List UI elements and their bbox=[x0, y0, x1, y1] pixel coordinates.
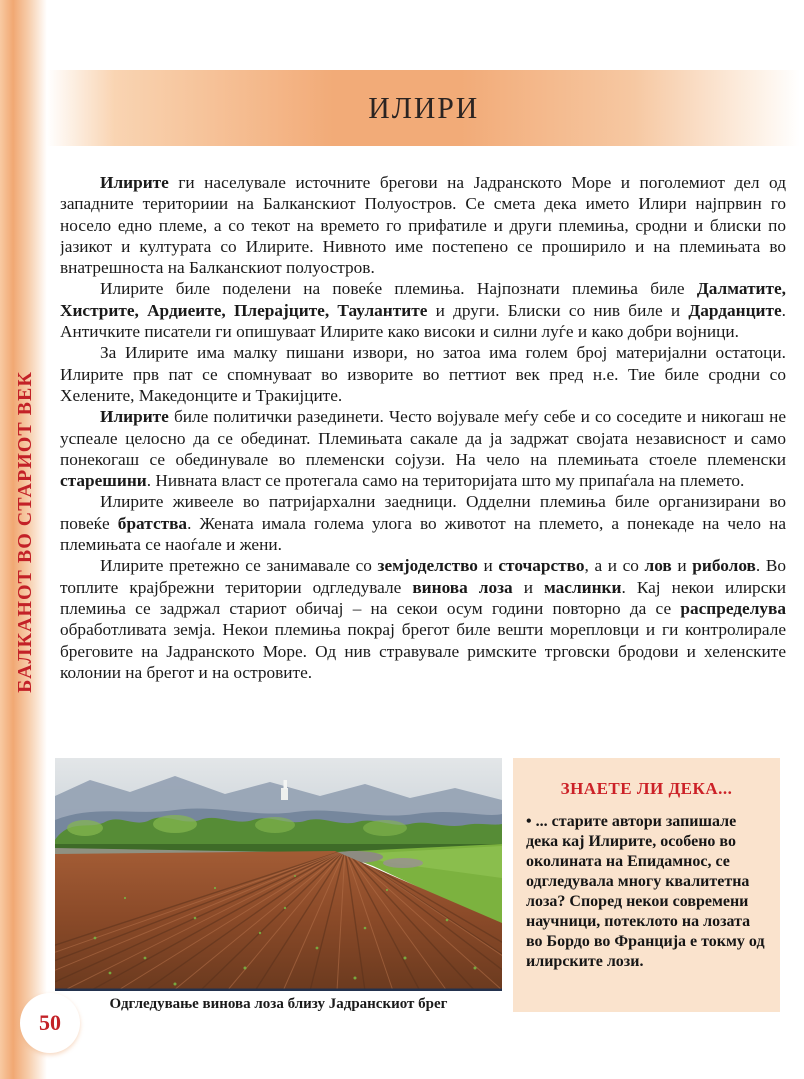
vineyard-photo-illustration bbox=[55, 758, 502, 991]
chapter-vertical-title: БАЛКАНОТ ВО СТАРИОТ ВЕК bbox=[14, 371, 36, 693]
did-you-know-text: • ... старите автори запишале дека кај Илирите, особено во околината на Епидамнос, се одгледувала многу квалитетна лоза? Според некои современи научници, потеклото на лозата во Бордо во Франција е токму од илирските лози. bbox=[526, 813, 765, 970]
paragraph: Илирите живееле во патријархални заедници. Одделни племиња биле организирани во повеќе братства. Жената имала голема улога во животот на племето, а понекаде на чело на племињата се наоѓале и жени. bbox=[60, 492, 786, 555]
photo-figure bbox=[55, 758, 502, 991]
paragraph: Илирите биле политички разединети. Често војувале меѓу себе и со соседите и никогаш не успеале целосно да се обединат. Племињата сакале да ја задржат својата независност и само понекогаш се обединувале во племенски сојузи. На чело на племињата стоеле племенски старешини. Нивната власт се протегала само на територијата што му припаѓала на племето. bbox=[60, 407, 786, 491]
did-you-know-title: ЗНАЕТЕ ЛИ ДЕКА... bbox=[560, 779, 733, 798]
photo-caption: Одгледување винова лоза близу Јадранскиот брег bbox=[109, 996, 448, 1012]
paragraph: За Илирите има малку пишани извори, но затоа има голем број материјални остатоци. Илирите прв пат се спомнуваат во изворите во петтиот век пред н.е. Тие биле сродни со Хелените, Македонците и Тракијците. bbox=[60, 343, 786, 405]
paragraph: Илирите биле поделени на повеќе племиња. Најпознати племиња биле Далматите, Хистрите, Ардиеите, Плерајците, Таулантите и други. Блиски со нив биле и Дарданците. Античките писатели ги опишуваат Илирите како високи и силни луѓе и како добри војници. bbox=[60, 279, 786, 342]
paragraph: Илирите ги населувале источните брегови на Јадранското Море и поголемиот дел од западните териториии на Балканскиот Полуостров. Се смета дека името Илири најпрвин го носело едно племе, а со текот на времето го прифатиле и други племиња, сродни и блиски по јазикот и културата со Илирите. Нивното име постепено се проширило и на племињата во внатрешноста на Балканскиот полуостров. bbox=[60, 173, 786, 278]
paragraph: Илирите претежно се занимавале со земјоделство и сточарство, а и со лов и риболов. Во топлите крајбрежни територии одгледувале винова лоза и маслинки. Кај некои илирски племиња се задржал стариот обичај – на секои осум години повторно да се распределува обработливата земја. Некои племиња покрај брегот биле вешти морепловци и ги контролирале бреговите на Јадранското Море. Од нив стравувале римските трговски бродови и хеленските колонии на брегот и на островите. bbox=[60, 556, 786, 682]
did-you-know-box bbox=[513, 758, 780, 1012]
article-text bbox=[60, 172, 786, 750]
page-title: ИЛИРИ bbox=[368, 90, 479, 125]
page-number-badge bbox=[20, 993, 80, 1053]
page-number: 50 bbox=[39, 1010, 61, 1035]
title-banner bbox=[47, 70, 800, 146]
